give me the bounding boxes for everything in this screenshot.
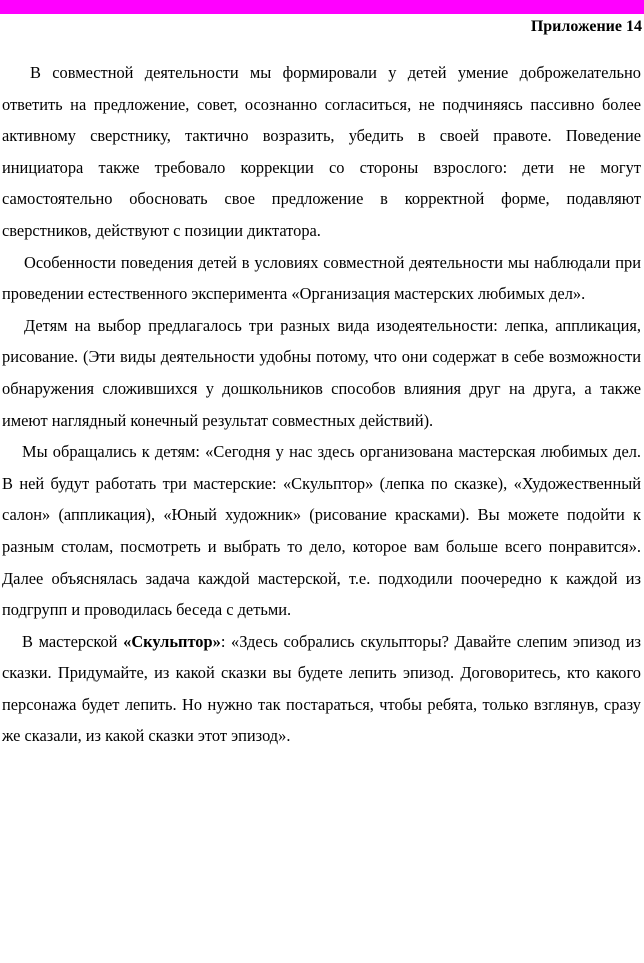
sculptor-workshop-title: «Скульптор»: [123, 631, 221, 651]
header-accent-bar: [0, 0, 644, 14]
paragraph-address-to-children: Мы обращались к детям: «Сегодня у нас здесь организована мастерская любимых дел. В ней будут работать три мастерские: «Скульптор» (лепка по сказке), «Художественный салон» (аппликация), «Юный художник» (рисование красками). Вы можете подойти к разным столам, посмотреть и выбрать то дело, которое вам больше всего понравится». Далее объяснялась задача каждой мастерской, т.е. подходили поочередно к каждой из подгрупп и проводилась беседа с детьми.: [2, 442, 641, 620]
paragraph-sculptor-workshop: [2, 626, 641, 752]
appendix-label: Приложение 14: [530, 18, 642, 35]
sculptor-lead-text: В мастерской: [22, 631, 124, 651]
sculptor-body-text: : «Здесь собрались скульпторы? Давайте слепим эпизод из сказки. Придумайте, из какой сказки вы будете лепить эпизод. Договоритесь, кто какого персонажа будет лепить. Но нужно так постараться, чтобы ребята, только взглянув, сразу же сказали, из какой сказки этот эпизод».: [2, 631, 641, 746]
paragraph-art-activities: Детям на выбор предлагалось три разных вида изодеятельности: лепка, аппликация, рисование. (Эти виды деятельности удобны потому, что они содержат в себе возможности обнаружения сложившихся у дошкольников способов влияния друг на друга, а также имеют наглядный конечный результат совместных действий).: [2, 315, 641, 430]
paragraph-behavior-features: Особенности поведения детей в условиях совместной деятельности мы наблюдали при проведении естественного эксперимента «Организация мастерских любимых дел».: [2, 252, 641, 304]
document-body: [2, 57, 641, 752]
paragraph-joint-activity: В совместной деятельности мы формировали у детей умение доброжелательно ответить на предложение, совет, осознанно согласиться, не подчиняясь пассивно более активному сверстнику, тактично возразить, убедить в своей правоте. Поведение инициатора также требовало коррекции со стороны взрослого: дети не могут самостоятельно обосновать свое предложение в корректной форме, подавляют сверстников, действуют с позиции диктатора.: [2, 63, 641, 240]
